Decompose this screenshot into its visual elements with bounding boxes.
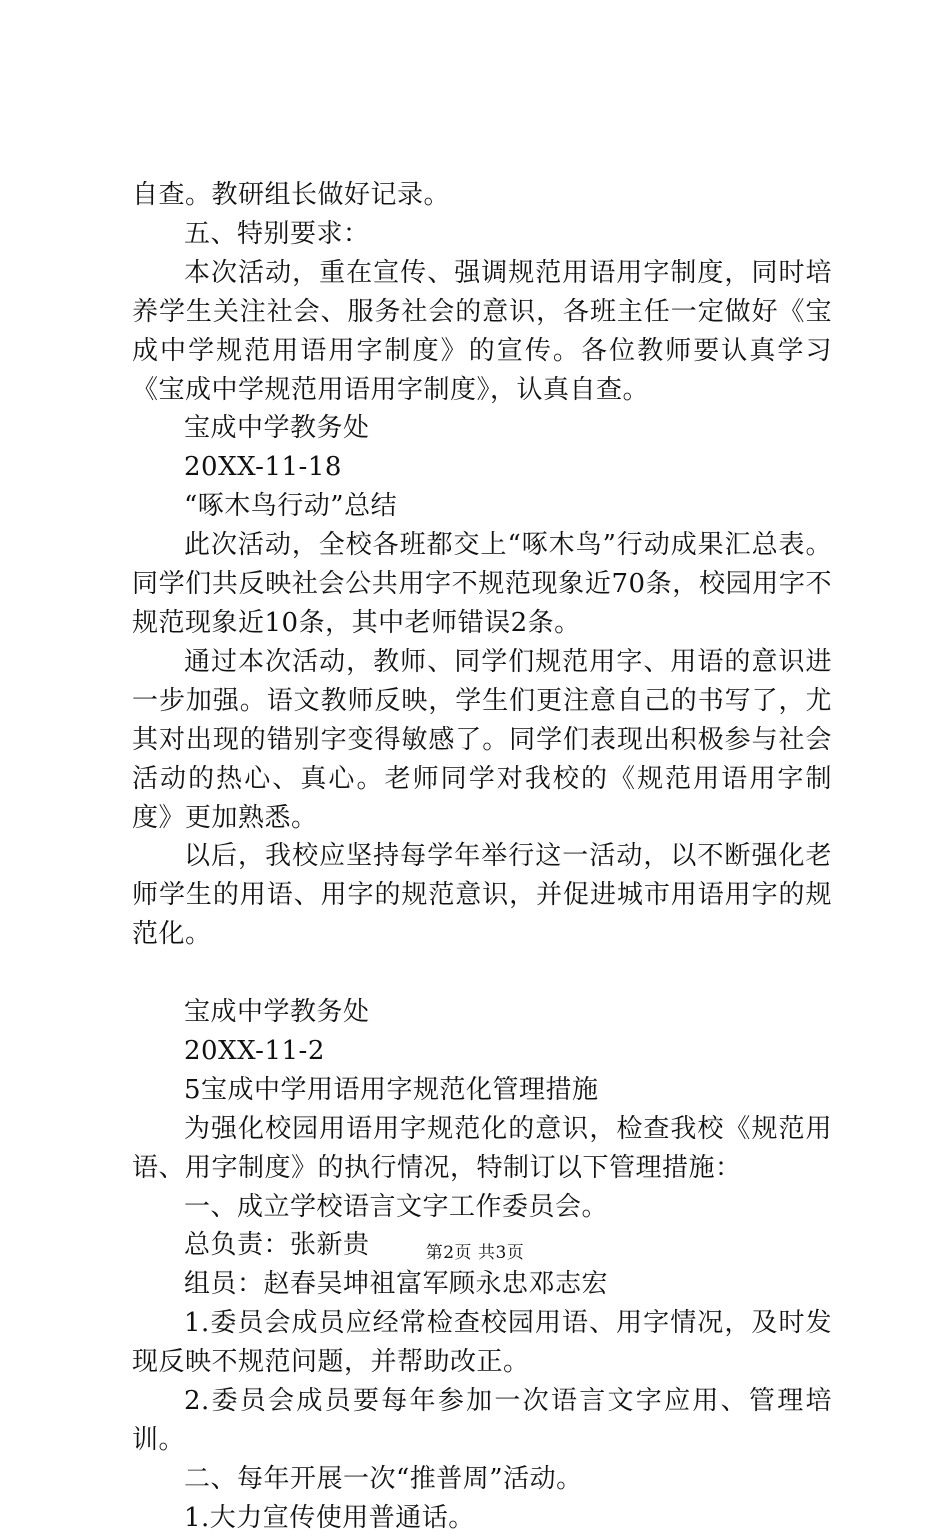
paragraph: 1.委员会成员应经常检查校园用语、用字情况，及时发现反映不规范问题，并帮助改正。 bbox=[132, 1308, 832, 1378]
paragraph: 总负责：张新贵 bbox=[184, 1230, 370, 1261]
paragraph: 1.大力宣传使用普通话。 bbox=[184, 1502, 475, 1533]
paragraph: 二、每年开展一次“推普周”活动。 bbox=[184, 1463, 583, 1494]
paragraph: 此次活动，全校各班都交上“啄木鸟”行动成果汇总表。同学们共反映社会公共用字不规范现象近70条，校园用字不规范现象近10条，其中老师错误2条。 bbox=[132, 530, 832, 638]
paragraph: 自查。教研组长做好记录。 bbox=[132, 180, 451, 210]
paragraph: 5宝成中学用语用字规范化管理措施 bbox=[184, 1074, 599, 1105]
paragraph: “啄木鸟行动”总结 bbox=[184, 491, 398, 522]
paragraph: 组员：赵春吴坤祖富军顾永忠邓志宏 bbox=[184, 1269, 609, 1300]
document-body bbox=[132, 176, 832, 1538]
paragraph: 2.委员会成员要每年参加一次语言文字应用、管理培训。 bbox=[132, 1386, 832, 1455]
paragraph: 为强化校园用语用字规范化的意识，检查我校《规范用语、用字制度》的执行情况，特制订以下管理措施： bbox=[132, 1113, 832, 1183]
page-footer: 第2页 共3页 bbox=[425, 1243, 525, 1263]
paragraph: 本次活动，重在宣传、强调规范用语用字制度，同时培养学生关注社会、服务社会的意识，各班主任一定做好《宝成中学规范用语用字制度》的宣传。各位教师要认真学习《宝成中学规范用语用字制度》，认真自查。 bbox=[132, 257, 832, 405]
paragraph: 五、特别要求： bbox=[184, 218, 370, 249]
paragraph: 20XX-11-18 bbox=[184, 452, 342, 483]
paragraph: 以后，我校应坚持每学年举行这一活动，以不断强化老师学生的用语、用字的规范意识，并促进城市用语用字的规范化。 bbox=[132, 841, 832, 950]
paragraph: 宝成中学教务处 bbox=[184, 997, 370, 1028]
paragraph: 一、成立学校语言文字工作委员会。 bbox=[184, 1191, 609, 1222]
paragraph: 宝成中学教务处 bbox=[184, 413, 370, 444]
paragraph: 20XX-11-2 bbox=[184, 1035, 325, 1066]
blank-line bbox=[132, 954, 832, 993]
paragraph: 通过本次活动，教师、同学们规范用字、用语的意识进一步加强。语文教师反映，学生们更注意自己的书写了，尤其对出现的错别字变得敏感了。同学们表现出积极参与社会活动的热心、真心。老师同学对我校的《规范用语用字制度》更加熟悉。 bbox=[132, 646, 832, 833]
